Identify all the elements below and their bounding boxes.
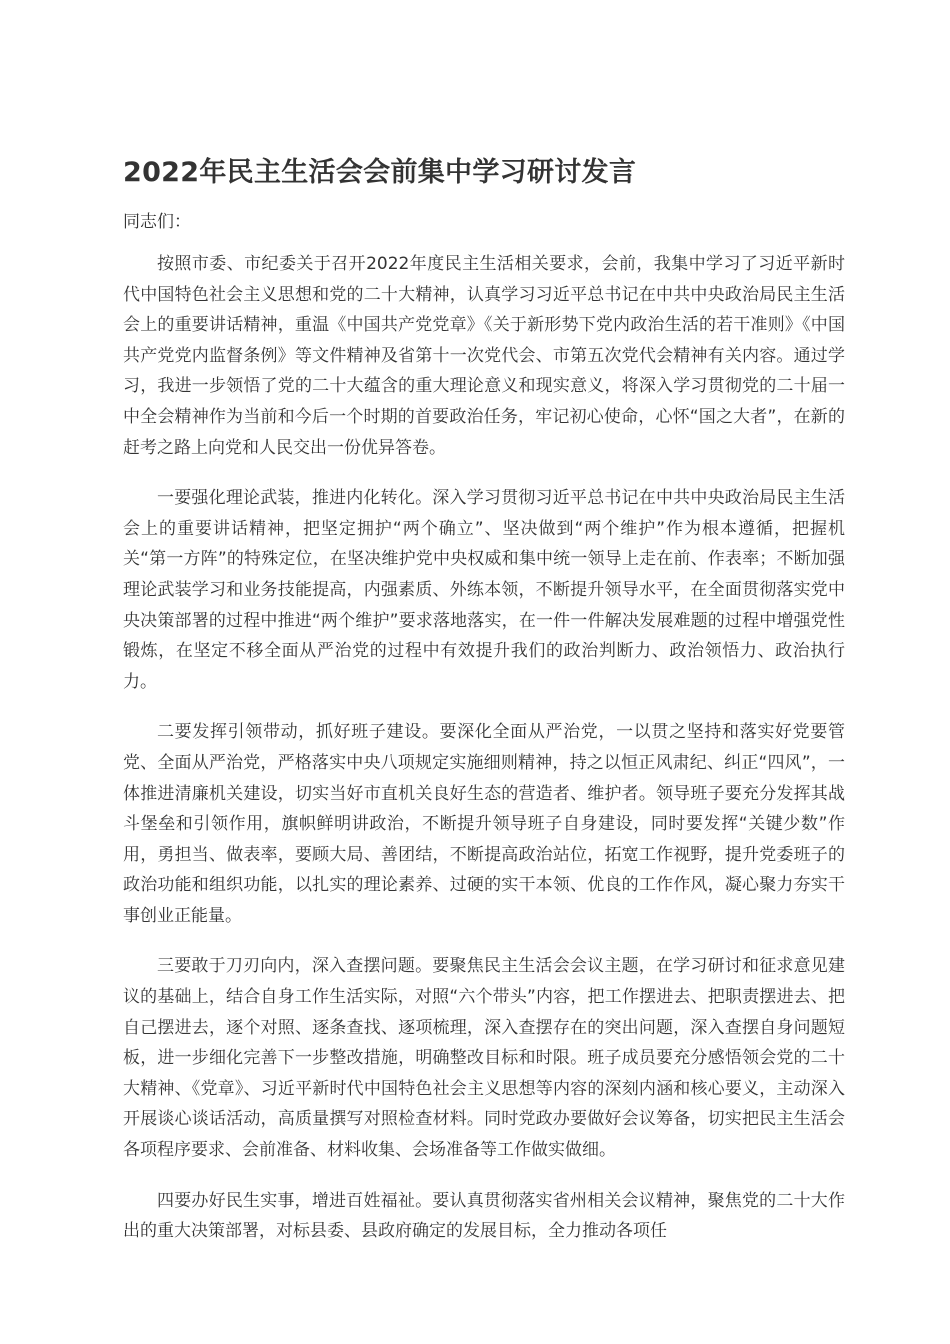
paragraph-point-3: 三要敢于刀刃向内，深入查摆问题。要聚焦民主生活会会议主题，在学习研讨和征求意见建议的基础上，结合自身工作生活实际，对照“六个带头”内容，把工作摆进去、把职责摆进去、把自己摆进去，逐个对照、逐条查找、逐项梳理，深入查摆存在的突出问题，深入查摆自身问题短板，进一步细化完善下一步整改措施，明确整改目标和时限。班子成员要充分感悟领会党的二十大精神、《党章》、习近平新时代中国特色社会主义思想等内容的深刻内涵和核心要义，主动深入开展谈心谈话活动，高质量撰写对照检查材料。同时党政办要做好会议筹备，切实把民主生活会各项程序要求、会前准备、材料收集、会场准备等工作做实做细。 — [123, 956, 845, 1161]
paragraph-point-2: 二要发挥引领带动，抓好班子建设。要深化全面从严治党，一以贯之坚持和落实好党要管党、全面从严治党，严格落实中央八项规定实施细则精神，持之以恒正风肃纪、纠正“四风”，一体推进清廉机关建设，切实当好市直机关良好生态的营造者、维护者。领导班子要充分发挥其战斗堡垒和引领作用，旗帜鲜明讲政治，不断提升领导班子自身建设，同时要发挥“关键少数”作用，勇担当、做表率，要顾大局、善团结，不断提高政治站位，拓宽工作视野，提升党委班子的政治功能和组织功能，以扎实的理论素养、过硬的实干本领、优良的工作作风，凝心聚力夯实干事创业正能量。 — [123, 722, 845, 926]
document-title: 2022年民主生活会会前集中学习研讨发言 — [123, 157, 637, 188]
document-body — [123, 249, 845, 1267]
paragraph-point-4: 四要办好民生实事，增进百姓福祉。要认真贯彻落实省州相关会议精神，聚焦党的二十大作出的重大决策部署，对标县委、县政府确定的发展目标，全力推动各项任 — [123, 1190, 845, 1242]
salutation: 同志们： — [123, 212, 191, 232]
paragraph-point-1: 一要强化理论武装，推进内化转化。深入学习贯彻习近平总书记在中共中央政治局民主生活会上的重要讲话精神，把坚定拥护“两个确立”、坚决做到“两个维护”作为根本遵循，把握机关“第一方阵”的特殊定位，在坚决维护党中央权威和集中统一领导上走在前、作表率；不断加强理论武装学习和业务技能提高，内强素质、外练本领，不断提升领导水平，在全面贯彻落实党中央决策部署的过程中推进“两个维护”要求落地落实，在一件一件解决发展难题的过程中增强党性锻炼，在坚定不移全面从严治党的过程中有效提升我们的政治判断力、政治领悟力、政治执行力。 — [123, 488, 845, 692]
paragraph-intro: 按照市委、市纪委关于召开2022年度民主生活相关要求，会前，我集中学习了习近平新时代中国特色社会主义思想和党的二十大精神，认真学习习近平总书记在中共中央政治局民主生活会上的重要讲话精神，重温《中国共产党党章》《关于新形势下党内政治生活的若干准则》《中国共产党党内监督条例》等文件精神及省第十一次党代会、市第五次党代会精神有关内容。通过学习，我进一步领悟了党的二十大蕴含的重大理论意义和现实意义，将深入学习贯彻党的二十届一中全会精神作为当前和今后一个时期的首要政治任务，牢记初心使命，心怀“国之大者”，在新的赶考之路上向党和人民交出一份优异答卷。 — [123, 254, 845, 458]
